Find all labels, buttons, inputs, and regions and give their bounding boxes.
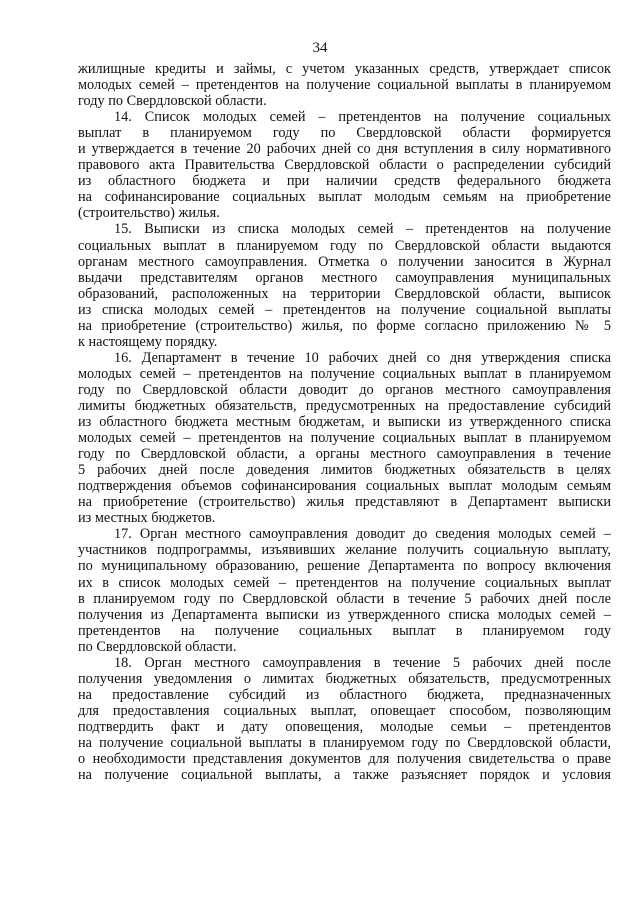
text-line: получения из Департамента выписки из утвержденного списка молодых семей – <box>78 606 611 623</box>
text-line: молодых семей – претендентов на получение социальной выплаты в планируемом <box>78 77 611 94</box>
text-line: подтверждения объемов софинансирования социальных выплат молодым семьям <box>78 478 611 495</box>
text-line: по муниципальному образованию, решение Департамента по вопросу включения <box>78 558 611 575</box>
text-line: на предоставление субсидий из областного бюджета, предназначенных <box>78 686 611 703</box>
text-line: году по Свердловской области, а органы местного самоуправления в течение <box>78 446 611 463</box>
text-line: к настоящему порядку. <box>78 333 218 350</box>
text-line: лимиты бюджетных обязательств, предусмотренных на предоставление субсидий <box>78 397 611 414</box>
text-line: правового акта Правительства Свердловской области о распределении субсидий <box>78 157 611 174</box>
text-line: 15. Выписки из списка молодых семей – претендентов на получение <box>114 221 611 238</box>
text-line: для предоставления социальных выплат, оповещает способом, позволяющим <box>78 702 611 719</box>
paragraph <box>78 526 611 654</box>
text-line: органам местного самоуправления. Отметка о получении заносится в Журнал <box>78 253 611 270</box>
text-line: о необходимости представления документов для получения свидетельства о праве <box>78 751 611 768</box>
text-line: молодых семей – претендентов на получение социальных выплат в планируемом <box>78 430 611 447</box>
text-line: по Свердловской области. <box>78 638 237 655</box>
text-line: из списка молодых семей – претендентов на получение социальной выплаты <box>78 301 611 318</box>
text-line: году по Свердловской области. <box>78 93 267 110</box>
text-line: выплат в планируемом году по Свердловской области формируется <box>78 125 611 142</box>
text-line: социальных выплат в планируемом году по Свердловской области выдаются <box>78 237 611 254</box>
text-line: на приобретение (строительство) жилья, по форме согласно приложению № 5 <box>78 317 611 334</box>
page-number: 34 <box>312 40 328 56</box>
text-line: 17. Орган местного самоуправления доводит до сведения молодых семей – <box>114 526 611 543</box>
text-line: на получение социальной выплаты в планируемом году по Свердловской области, <box>78 734 611 751</box>
paragraph <box>78 655 611 783</box>
text-line: в планируемом году по Свердловской области в течение 5 рабочих дней после <box>78 590 611 607</box>
text-line: образований, расположенных на территории Свердловской области, выписок <box>78 285 611 302</box>
text-line: 14. Список молодых семей – претендентов на получение социальных <box>114 109 611 126</box>
paragraph <box>78 109 611 221</box>
text-line: жилищные кредиты и займы, с учетом указанных средств, утверждает список <box>78 61 611 77</box>
text-line: из областного бюджета и при наличии средств федерального бюджета <box>78 173 611 190</box>
text-line: из областного бюджета местным бюджетам, и выписки из утвержденного списка <box>78 414 611 431</box>
text-line: и утверждается в течение 20 рабочих дней со дня вступления в силу нормативного <box>78 141 611 158</box>
text-line: году по Свердловской области доводит до органов местного самоуправления <box>78 381 611 398</box>
paragraph <box>78 350 611 527</box>
text-line: 16. Департамент в течение 10 рабочих дней со дня утверждения списка <box>114 349 611 366</box>
text-line: на получение социальной выплаты, а также разъясняет порядок и условия <box>78 767 611 784</box>
document-body <box>78 61 611 783</box>
text-line: на софинансирование социальных выплат молодым семьям на приобретение <box>78 189 611 206</box>
paragraph <box>78 221 611 349</box>
text-line: 18. Орган местного самоуправления в течение 5 рабочих дней после <box>114 654 611 671</box>
text-line: подтвердить факт и дату оповещения, молодые семьи – претендентов <box>78 718 611 735</box>
text-line: получения уведомления о лимитах бюджетных обязательств, предусмотренных <box>78 670 611 687</box>
paragraph <box>78 61 611 109</box>
text-line: 5 рабочих дней после доведения лимитов бюджетных обязательств в целях <box>78 462 611 479</box>
text-line: выдачи представителям органов местного самоуправления муниципальных <box>78 269 611 286</box>
text-line: (строительство) жилья. <box>78 205 220 222</box>
text-line: из местных бюджетов. <box>78 510 216 527</box>
text-line: на приобретение (строительство) жилья представляют в Департамент выписки <box>78 494 611 511</box>
text-line: молодых семей – претендентов на получение социальных выплат в планируемом <box>78 365 611 382</box>
text-line: претендентов на получение социальных выплат в планируемом году <box>78 622 611 639</box>
text-line: участников подпрограммы, изъявивших желание получить социальную выплату, <box>78 542 611 559</box>
text-line: их в список молодых семей – претендентов на получение социальных выплат <box>78 574 611 591</box>
